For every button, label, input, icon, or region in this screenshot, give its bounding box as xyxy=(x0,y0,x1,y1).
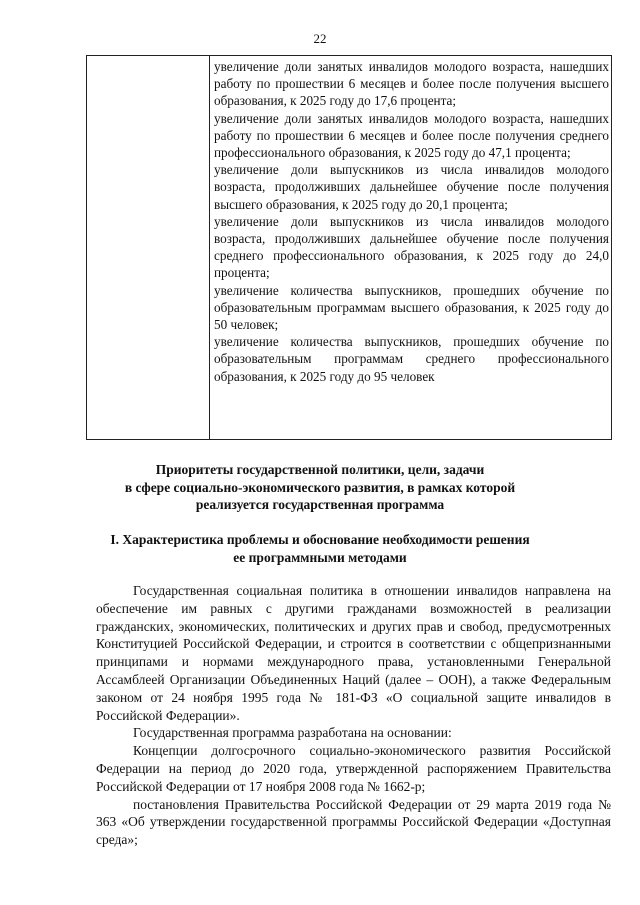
paragraph: постановления Правительства Российской Федерации от 29 марта 2019 года № 363 «Об утверждении государственной программы Российской Федерации «Доступная среда»; xyxy=(96,796,611,848)
heading-line: реализуется государственная программа xyxy=(195,497,445,512)
goal-item: увеличение количества выпускников, прошедших обучение по образовательным программам среднего профессионального образования, к 2025 году до 95 человек xyxy=(214,334,609,384)
heading-line: I. Характеристика проблемы и обоснование необходимости решения xyxy=(110,532,530,547)
goals-cell xyxy=(214,58,609,385)
paragraph: Государственная программа разработана на основании: xyxy=(133,725,452,741)
section-heading xyxy=(80,531,560,566)
paragraph: Государственная социальная политика в отношении инвалидов направлена на обеспечение им равных с другими гражданами возможностей в реализации гражданских, экономических, политических и других прав и свобод, предусмотренных Конституцией Российской Федерации, и строится в соответствии с общепризнанными принципами и нормами международного права, установленными Генеральной Ассамблеей Организации Объединенных Наций (далее – ООН), а также Федеральным законом от 24 ноября 1995 года № 181-ФЗ «О социальной защите инвалидов в Российской Федерации». xyxy=(96,583,611,723)
heading-line: ее программными методами xyxy=(233,549,407,565)
goal-item: увеличение доли выпускников из числа инвалидов молодого возраста, продолживших дальнейшее обучение после получения среднего профессионального образования, к 2025 году до 24,0 процента; xyxy=(214,213,609,281)
page-number: 22 xyxy=(313,31,327,46)
body-text xyxy=(96,582,611,849)
goal-item: увеличение доли занятых инвалидов молодого возраста, нашедших работу по прошествии 6 месяцев и более после получения высшего образования, к 2025 году до 17,6 процента; xyxy=(214,59,609,109)
paragraph: Концепции долгосрочного социально-экономического развития Российской Федерации на период до 2020 года, утвержденной распоряжением Правительства Российской Федерации от 17 ноября 2008 года № 1662-р; xyxy=(96,743,611,794)
goal-item: увеличение доли занятых инвалидов молодого возраста, нашедших работу по прошествии 6 месяцев и более после получения среднего профессионального образования, к 2025 году до 47,1 процента; xyxy=(214,110,609,161)
heading-line: Приоритеты государственной политики, цели, задачи xyxy=(155,462,485,477)
priorities-heading xyxy=(80,461,560,514)
goal-item: увеличение количества выпускников, прошедших обучение по образовательным программам высшего образования, к 2025 году до 50 человек; xyxy=(214,282,609,333)
goal-item: увеличение доли выпускников из числа инвалидов молодого возраста, продолживших дальнейшее обучение после получения высшего образования, к 2025 году до 20,1 процента; xyxy=(214,162,609,212)
goals-table xyxy=(86,55,612,440)
heading-line: в сфере социально-экономического развития, в рамках которой xyxy=(124,479,516,495)
table-column-divider xyxy=(209,56,210,439)
